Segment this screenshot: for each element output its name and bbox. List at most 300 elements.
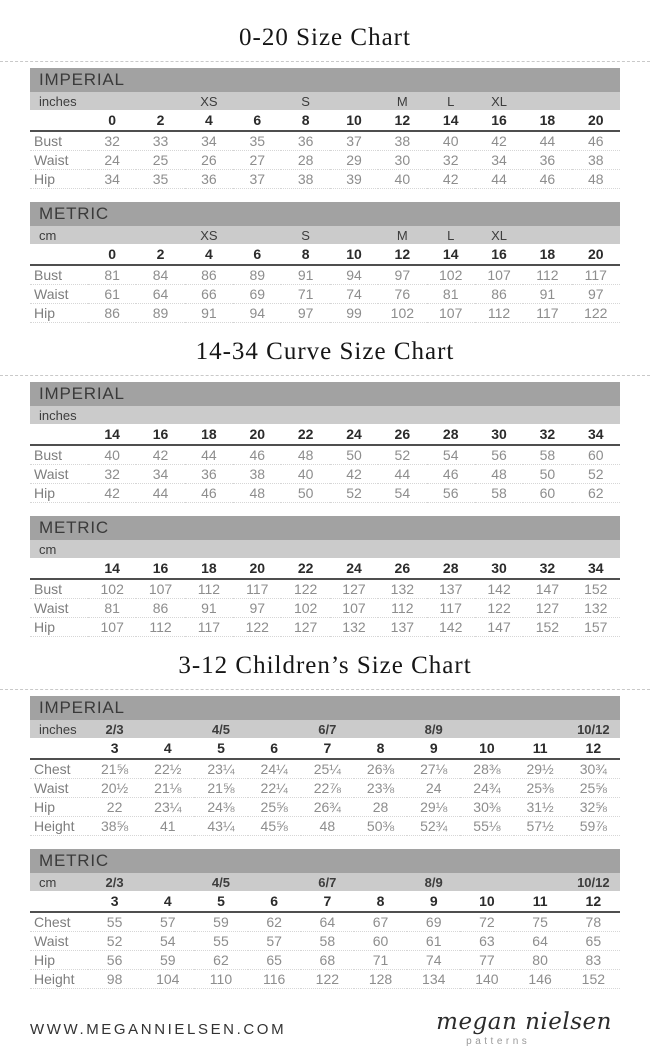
- size-column-header: 10: [460, 891, 513, 912]
- measurement-value: 24¼: [248, 759, 301, 779]
- measurement-row-label: Waist: [30, 465, 88, 484]
- measurement-value: 38: [572, 151, 620, 170]
- measurement-value: 65: [248, 951, 301, 970]
- size-group-label: 4/5: [194, 720, 247, 738]
- measurement-value: 71: [281, 285, 329, 304]
- measurement-value: 32: [88, 465, 136, 484]
- measurement-value: 25⅝: [248, 798, 301, 817]
- unit-label: cm: [30, 873, 88, 891]
- measurement-value: 86: [475, 285, 523, 304]
- measurement-value: 56: [475, 445, 523, 465]
- measurement-value: 102: [378, 304, 426, 323]
- measurement-value: 127: [523, 599, 571, 618]
- measurement-value: 26: [185, 151, 233, 170]
- measurement-value: 50: [281, 484, 329, 503]
- tables-childrens: [30, 696, 620, 989]
- measurement-value: 60: [354, 932, 407, 951]
- table-row: [30, 151, 620, 170]
- logo-patterns-text: patterns: [466, 1036, 531, 1047]
- measurement-value: 62: [572, 484, 620, 503]
- section-curve-size-chart: [0, 338, 650, 637]
- measurement-value: 107: [330, 599, 378, 618]
- measurement-value: 102: [427, 265, 475, 285]
- table-row: [30, 817, 620, 836]
- measurement-value: 89: [233, 265, 281, 285]
- measurement-row-label: Bust: [30, 265, 88, 285]
- measurement-value: 44: [475, 170, 523, 189]
- unit-label: inches: [30, 720, 88, 738]
- measurement-value: 61: [407, 932, 460, 951]
- measurement-value: 152: [523, 618, 571, 637]
- megan-nielsen-patterns-logo: [436, 1011, 620, 1047]
- measurement-row-label: Waist: [30, 932, 88, 951]
- measurement-value: 94: [330, 265, 378, 285]
- size-column-header: 28: [427, 424, 475, 445]
- measurement-value: 33: [136, 131, 184, 151]
- website-url[interactable]: WWW.MEGANNIELSEN.COM: [30, 1020, 287, 1038]
- measurement-value: 52: [88, 932, 141, 951]
- measurement-value: 21⅝: [194, 779, 247, 798]
- measurement-value: 46: [572, 131, 620, 151]
- measurement-value: 42: [88, 484, 136, 503]
- measurement-value: 55⅛: [460, 817, 513, 836]
- size-table-metric: [30, 202, 620, 323]
- measurement-value: 84: [136, 265, 184, 285]
- measurement-value: 44: [136, 484, 184, 503]
- table-row: [30, 779, 620, 798]
- measurement-value: 132: [330, 618, 378, 637]
- measurement-value: 117: [572, 265, 620, 285]
- measurement-value: 25⅜: [514, 779, 567, 798]
- measurement-value: 38: [281, 170, 329, 189]
- size-group-label: 10/12: [567, 873, 620, 891]
- size-column-header: 4: [141, 891, 194, 912]
- measurement-value: 29½: [514, 759, 567, 779]
- size-column-header: 20: [233, 558, 281, 579]
- table-row: [30, 285, 620, 304]
- size-column-header: 2: [136, 244, 184, 265]
- measurement-value: 112: [378, 599, 426, 618]
- measurement-value: 62: [194, 951, 247, 970]
- size-column-header: 6: [233, 110, 281, 131]
- measurement-value: 56: [88, 951, 141, 970]
- measurement-value: 152: [572, 579, 620, 599]
- tables-0-20: [30, 68, 620, 323]
- measurement-value: 44: [378, 465, 426, 484]
- table-row: [30, 759, 620, 779]
- size-column-header: 10: [330, 244, 378, 265]
- measurement-value: 64: [136, 285, 184, 304]
- measurement-value: 117: [523, 304, 571, 323]
- measurement-value: 147: [475, 618, 523, 637]
- measurement-value: 99: [330, 304, 378, 323]
- measurement-row-label: Waist: [30, 151, 88, 170]
- size-column-header: 8: [281, 110, 329, 131]
- measurement-value: 38⅝: [88, 817, 141, 836]
- measurement-value: 32: [427, 151, 475, 170]
- size-column-header: 3: [88, 891, 141, 912]
- measurement-value: 31½: [514, 798, 567, 817]
- measurement-value: 76: [378, 285, 426, 304]
- measurement-value: 91: [281, 265, 329, 285]
- measurement-value: 86: [136, 599, 184, 618]
- measurement-value: 81: [88, 599, 136, 618]
- measurement-value: 137: [427, 579, 475, 599]
- table-row: [30, 131, 620, 151]
- measurement-value: 37: [330, 131, 378, 151]
- size-column-header: 9: [407, 738, 460, 759]
- size-column-header: 16: [136, 424, 184, 445]
- size-table-imperial: [30, 68, 620, 189]
- measurement-value: 112: [475, 304, 523, 323]
- measurement-value: 117: [427, 599, 475, 618]
- measurement-value: 127: [281, 618, 329, 637]
- size-column-header: 20: [572, 244, 620, 265]
- measurement-value: 25: [136, 151, 184, 170]
- measurement-row-label: Bust: [30, 131, 88, 151]
- size-column-header: 5: [194, 738, 247, 759]
- measurement-value: 27: [233, 151, 281, 170]
- measurement-value: 40: [427, 131, 475, 151]
- measurement-value: 56: [427, 484, 475, 503]
- size-group-label: M: [378, 226, 426, 244]
- measurement-value: 94: [233, 304, 281, 323]
- size-group-label: XS: [185, 226, 233, 244]
- measurement-value: 30: [378, 151, 426, 170]
- table-row: [30, 932, 620, 951]
- size-column-header: 32: [523, 558, 571, 579]
- measurement-value: 59: [141, 951, 194, 970]
- size-column-header: 30: [475, 558, 523, 579]
- measurement-value: 61: [88, 285, 136, 304]
- measurement-value: 122: [301, 970, 354, 989]
- size-column-header: 26: [378, 558, 426, 579]
- size-column-header: 8: [354, 891, 407, 912]
- table-row: [30, 304, 620, 323]
- measurement-value: 36: [185, 465, 233, 484]
- size-column-header: 12: [378, 110, 426, 131]
- unit-label: cm: [30, 226, 88, 244]
- measurement-value: 52: [572, 465, 620, 484]
- measurement-value: 112: [185, 579, 233, 599]
- measurement-value: 48: [281, 445, 329, 465]
- logo-script-text: megan nielsen: [436, 1009, 612, 1035]
- size-group-label: 6/7: [301, 720, 354, 738]
- measurement-value: 35: [136, 170, 184, 189]
- measurement-value: 78: [567, 912, 620, 932]
- measurement-value: 67: [354, 912, 407, 932]
- measurement-value: 38: [233, 465, 281, 484]
- table-row: [30, 618, 620, 637]
- table-row: [30, 912, 620, 932]
- measurement-value: 45⅝: [248, 817, 301, 836]
- measurement-value: 142: [427, 618, 475, 637]
- measurement-value: 22¼: [248, 779, 301, 798]
- size-group-label: S: [281, 92, 329, 110]
- measurement-value: 112: [136, 618, 184, 637]
- size-column-header: 32: [523, 424, 571, 445]
- size-group-label: L: [427, 92, 475, 110]
- size-column-header: 0: [88, 110, 136, 131]
- measurement-value: 22: [88, 798, 141, 817]
- size-column-header: 16: [475, 110, 523, 131]
- measurement-value: 132: [572, 599, 620, 618]
- measurement-value: 40: [281, 465, 329, 484]
- chart-title-0-20: 0-20 Size Chart: [0, 24, 650, 62]
- table-row: [30, 265, 620, 285]
- size-table-metric: [30, 516, 620, 637]
- table-row: [30, 484, 620, 503]
- measurement-value: 74: [330, 285, 378, 304]
- size-column-header: 18: [523, 244, 571, 265]
- measurement-value: 117: [233, 579, 281, 599]
- measurement-value: 65: [567, 932, 620, 951]
- measurement-value: 34: [185, 131, 233, 151]
- measurement-value: 46: [233, 445, 281, 465]
- size-column-header: 8: [281, 244, 329, 265]
- measurement-value: 22⅞: [301, 779, 354, 798]
- measurement-value: 52¾: [407, 817, 460, 836]
- measurement-value: 23¼: [141, 798, 194, 817]
- measurement-value: 32⅝: [567, 798, 620, 817]
- size-column-header: 26: [378, 424, 426, 445]
- size-table-imperial: [30, 696, 620, 836]
- measurement-value: 98: [88, 970, 141, 989]
- measurement-row-label: Waist: [30, 285, 88, 304]
- size-column-header: 11: [514, 738, 567, 759]
- size-column-header: 6: [233, 244, 281, 265]
- size-table-metric: [30, 849, 620, 989]
- measurement-value: 147: [523, 579, 571, 599]
- measurement-value: 48: [301, 817, 354, 836]
- size-group-label: 2/3: [88, 720, 141, 738]
- section-0-20-size-chart: [0, 24, 650, 323]
- measurement-value: 39: [330, 170, 378, 189]
- measurement-value: 112: [523, 265, 571, 285]
- measurement-value: 46: [427, 465, 475, 484]
- measurement-row-label: Chest: [30, 759, 88, 779]
- measurement-row-label: Hip: [30, 484, 88, 503]
- unit-system-header: IMPERIAL: [30, 382, 620, 406]
- measurement-value: 97: [572, 285, 620, 304]
- size-group-label: XS: [185, 92, 233, 110]
- measurement-row-label: Waist: [30, 779, 88, 798]
- size-column-header: 4: [185, 110, 233, 131]
- table-row: [30, 951, 620, 970]
- measurement-value: 21⅛: [141, 779, 194, 798]
- measurement-value: 116: [248, 970, 301, 989]
- measurement-value: 40: [378, 170, 426, 189]
- measurement-value: 34: [88, 170, 136, 189]
- unit-system-header: METRIC: [30, 202, 620, 226]
- size-column-header: 9: [407, 891, 460, 912]
- size-column-header: 12: [567, 738, 620, 759]
- measurement-value: 46: [185, 484, 233, 503]
- measurement-value: 60: [572, 445, 620, 465]
- section-childrens-size-chart: [0, 652, 650, 989]
- measurement-value: 77: [460, 951, 513, 970]
- measurement-value: 24: [407, 779, 460, 798]
- measurement-value: 146: [514, 970, 567, 989]
- measurement-value: 58: [475, 484, 523, 503]
- measurement-value: 50⅜: [354, 817, 407, 836]
- measurement-value: 63: [460, 932, 513, 951]
- measurement-value: 23¼: [194, 759, 247, 779]
- table-row: [30, 465, 620, 484]
- size-column-header: 3: [88, 738, 141, 759]
- size-column-header: 16: [136, 558, 184, 579]
- size-column-header: 2: [136, 110, 184, 131]
- size-column-header: 28: [427, 558, 475, 579]
- measurement-value: 134: [407, 970, 460, 989]
- measurement-value: 54: [141, 932, 194, 951]
- measurement-value: 42: [330, 465, 378, 484]
- measurement-value: 102: [88, 579, 136, 599]
- measurement-row-label: Height: [30, 817, 88, 836]
- measurement-value: 41: [141, 817, 194, 836]
- size-column-header: 10: [460, 738, 513, 759]
- table-row: [30, 445, 620, 465]
- size-column-header: 22: [281, 558, 329, 579]
- size-column-header: 34: [572, 558, 620, 579]
- size-column-header: 14: [427, 244, 475, 265]
- measurement-value: 29⅛: [407, 798, 460, 817]
- measurement-value: 48: [475, 465, 523, 484]
- measurement-value: 97: [378, 265, 426, 285]
- size-column-header: 4: [141, 738, 194, 759]
- measurement-value: 42: [427, 170, 475, 189]
- measurement-value: 69: [407, 912, 460, 932]
- measurement-value: 36: [523, 151, 571, 170]
- measurement-value: 29: [330, 151, 378, 170]
- measurement-value: 57½: [514, 817, 567, 836]
- measurement-value: 46: [523, 170, 571, 189]
- measurement-value: 32: [88, 131, 136, 151]
- measurement-value: 74: [407, 951, 460, 970]
- measurement-value: 57: [141, 912, 194, 932]
- measurement-value: 72: [460, 912, 513, 932]
- measurement-value: 107: [136, 579, 184, 599]
- size-column-header: 22: [281, 424, 329, 445]
- measurement-row-label: Hip: [30, 951, 88, 970]
- measurement-value: 28⅜: [460, 759, 513, 779]
- measurement-value: 59⅞: [567, 817, 620, 836]
- unit-label: cm: [30, 540, 88, 558]
- size-group-label: 2/3: [88, 873, 141, 891]
- size-column-header: 6: [248, 738, 301, 759]
- measurement-value: 22½: [141, 759, 194, 779]
- measurement-value: 97: [233, 599, 281, 618]
- unit-label: inches: [30, 92, 88, 110]
- size-column-header: 12: [567, 891, 620, 912]
- measurement-value: 122: [475, 599, 523, 618]
- size-group-label: 10/12: [567, 720, 620, 738]
- measurement-row-label: Hip: [30, 618, 88, 637]
- measurement-value: 69: [233, 285, 281, 304]
- measurement-value: 157: [572, 618, 620, 637]
- measurement-value: 122: [233, 618, 281, 637]
- measurement-value: 27⅛: [407, 759, 460, 779]
- tables-curve: [30, 382, 620, 637]
- size-group-label: 8/9: [407, 720, 460, 738]
- size-group-label: XL: [475, 92, 523, 110]
- measurement-value: 152: [567, 970, 620, 989]
- size-group-label: 4/5: [194, 873, 247, 891]
- measurement-value: 21⅝: [88, 759, 141, 779]
- measurement-value: 40: [88, 445, 136, 465]
- measurement-value: 37: [233, 170, 281, 189]
- measurement-row-label: Hip: [30, 304, 88, 323]
- measurement-value: 127: [330, 579, 378, 599]
- measurement-value: 91: [523, 285, 571, 304]
- measurement-value: 25¼: [301, 759, 354, 779]
- size-column-header: 12: [378, 244, 426, 265]
- measurement-value: 55: [194, 932, 247, 951]
- measurement-value: 34: [475, 151, 523, 170]
- measurement-value: 54: [427, 445, 475, 465]
- measurement-value: 91: [185, 304, 233, 323]
- unit-label: inches: [30, 406, 88, 424]
- size-group-label: L: [427, 226, 475, 244]
- size-group-label: M: [378, 92, 426, 110]
- size-group-label: XL: [475, 226, 523, 244]
- measurement-value: 20½: [88, 779, 141, 798]
- measurement-value: 107: [475, 265, 523, 285]
- chart-title-childrens: 3-12 Children’s Size Chart: [0, 652, 650, 690]
- size-column-header: 8: [354, 738, 407, 759]
- size-column-header: 16: [475, 244, 523, 265]
- size-column-header: 30: [475, 424, 523, 445]
- measurement-value: 55: [88, 912, 141, 932]
- size-column-header: 20: [572, 110, 620, 131]
- measurement-value: 36: [281, 131, 329, 151]
- measurement-value: 23⅜: [354, 779, 407, 798]
- measurement-value: 97: [281, 304, 329, 323]
- measurement-value: 28: [354, 798, 407, 817]
- size-column-header: 6: [248, 891, 301, 912]
- measurement-value: 48: [233, 484, 281, 503]
- measurement-row-label: Hip: [30, 170, 88, 189]
- size-column-header: 20: [233, 424, 281, 445]
- measurement-value: 64: [514, 932, 567, 951]
- size-column-header: 18: [185, 558, 233, 579]
- measurement-row-label: Chest: [30, 912, 88, 932]
- measurement-value: 89: [136, 304, 184, 323]
- size-column-header: 24: [330, 424, 378, 445]
- measurement-value: 42: [475, 131, 523, 151]
- measurement-value: 26⅜: [354, 759, 407, 779]
- measurement-value: 42: [136, 445, 184, 465]
- measurement-value: 50: [523, 465, 571, 484]
- measurement-value: 60: [523, 484, 571, 503]
- measurement-value: 107: [427, 304, 475, 323]
- measurement-value: 25⅝: [567, 779, 620, 798]
- measurement-row-label: Waist: [30, 599, 88, 618]
- measurement-value: 24: [88, 151, 136, 170]
- measurement-value: 132: [378, 579, 426, 599]
- unit-system-header: METRIC: [30, 516, 620, 540]
- measurement-value: 68: [301, 951, 354, 970]
- size-column-header: 14: [88, 424, 136, 445]
- measurement-value: 30⅜: [460, 798, 513, 817]
- table-row: [30, 170, 620, 189]
- size-column-header: 10: [330, 110, 378, 131]
- measurement-row-label: Bust: [30, 445, 88, 465]
- measurement-value: 122: [281, 579, 329, 599]
- measurement-value: 57: [248, 932, 301, 951]
- measurement-value: 35: [233, 131, 281, 151]
- unit-system-header: IMPERIAL: [30, 696, 620, 720]
